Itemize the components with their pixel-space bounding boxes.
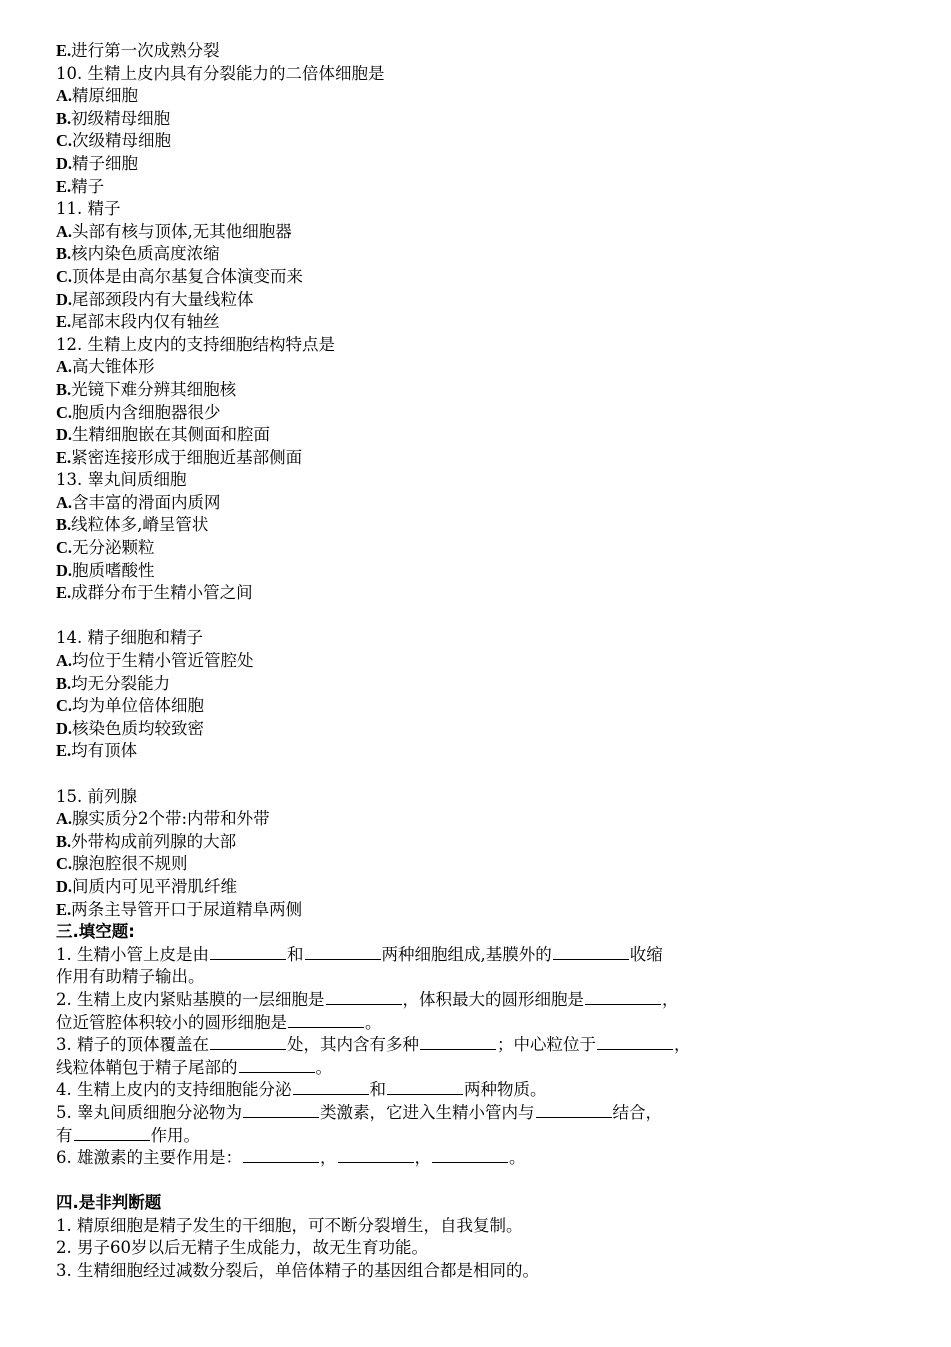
fill-section-heading: 三.填空题: (56, 922, 135, 942)
option-text: 次级精母细胞 (72, 131, 172, 151)
judge-item: 3. 生精细胞经过减数分裂后，单倍体精子的基因组合都是相同的。 (56, 1261, 539, 1281)
blank[interactable] (243, 1147, 319, 1163)
blank[interactable] (239, 1057, 315, 1073)
option-15-a[interactable] (56, 808, 916, 831)
option-15-d[interactable] (56, 876, 916, 899)
option-letter: D. (56, 289, 73, 309)
blank[interactable] (536, 1102, 612, 1118)
option-10-d[interactable] (56, 153, 916, 176)
option-14-c[interactable] (56, 695, 916, 718)
option-text: 光镜下难分辨其细胞核 (71, 379, 237, 399)
option-14-a[interactable] (56, 650, 916, 673)
blank[interactable] (305, 944, 381, 960)
fill-q3-line1: 3. 精子的顶体覆盖在 处，其内含有多种 ；中心粒位于 ， (56, 1035, 691, 1055)
option-letter: E. (56, 583, 72, 603)
option-text: 均有顶体 (71, 741, 138, 761)
option-text: 两条主导管开口于尿道精阜两侧 (71, 899, 303, 919)
option-text: 腺泡腔很不规则 (72, 854, 188, 874)
option-letter: C. (56, 131, 73, 151)
option-14-d[interactable] (56, 718, 916, 741)
option-letter: A. (56, 357, 73, 377)
option-letter: E. (56, 176, 72, 196)
option-letter: E. (56, 312, 72, 332)
option-text: 生精细胞嵌在其侧面和腔面 (72, 425, 271, 445)
question-stem-12: 12. 生精上皮内的支持细胞结构特点是 (56, 334, 335, 354)
option-letter: C. (56, 696, 73, 716)
option-letter: A. (56, 86, 73, 106)
blank[interactable] (387, 1079, 463, 1095)
blank[interactable] (432, 1147, 508, 1163)
judge-section-heading: 四.是非判断题 (56, 1193, 162, 1213)
fill-q4: 4. 生精上皮内的支持细胞能分泌 和 两种物质。 (56, 1080, 547, 1100)
option-letter: E. (56, 447, 72, 467)
fill-q1-line2: 作用有助精子输出。 (56, 967, 205, 987)
option-text: 均为单位倍体细胞 (72, 696, 205, 716)
fill-q5-line1: 5. 睾丸间质细胞分泌物为 类激素，它进入生精小管内与 结合， (56, 1102, 662, 1122)
option-11-a[interactable] (56, 221, 916, 244)
blank[interactable] (243, 1102, 319, 1118)
option-10-c[interactable] (56, 130, 916, 153)
option-letter: D. (56, 425, 73, 445)
option-text: 含丰富的滑面内质网 (72, 492, 221, 512)
option-text: 无分泌颗粒 (72, 538, 155, 558)
option-14-b[interactable] (56, 673, 916, 696)
option-letter: B. (56, 515, 72, 535)
spacer (56, 1170, 916, 1193)
fill-q5-line2: 有 作用。 (56, 1125, 200, 1145)
fill-q6: 6. 雄激素的主要作用是： ， ， 。 (56, 1148, 526, 1168)
option-13-d[interactable] (56, 560, 916, 583)
option-letter: D. (56, 560, 73, 580)
option-text: 胞质嗜酸性 (72, 560, 155, 580)
option-letter: B. (56, 673, 72, 693)
fill-q2-line2: 位近管腔体积较小的圆形细胞是 。 (56, 1012, 382, 1032)
option-11-d[interactable] (56, 289, 916, 312)
option-letter: A. (56, 221, 73, 241)
blank[interactable] (553, 944, 629, 960)
option-text: 尾部末段内仅有轴丝 (71, 312, 220, 332)
option-14-e[interactable] (56, 740, 916, 763)
option-12-e[interactable] (56, 447, 916, 470)
option-9e: E.进行第一次成熟分裂 (56, 41, 220, 60)
blank[interactable] (210, 944, 286, 960)
option-text: 初级精母细胞 (71, 108, 171, 128)
option-12-c[interactable] (56, 402, 916, 425)
mcq-list (56, 63, 916, 922)
option-11-c[interactable] (56, 266, 916, 289)
fill-q1-line1: 1. 生精小管上皮是由 和 两种细胞组成,基膜外的 收缩 (56, 944, 663, 964)
option-letter: A. (56, 492, 73, 512)
judge-item: 1. 精原细胞是精子发生的干细胞，可不断分裂增生，自我复制。 (56, 1215, 523, 1235)
blank[interactable] (420, 1034, 496, 1050)
option-letter: E. (56, 899, 72, 919)
option-11-b[interactable] (56, 243, 916, 266)
option-text: 腺实质分2个带:内带和外带 (72, 809, 270, 829)
option-letter: D. (56, 718, 73, 738)
question-stem-13: 13. 睾丸间质细胞 (56, 470, 187, 490)
option-13-a[interactable] (56, 492, 916, 515)
question-stem-14: 14. 精子细胞和精子 (56, 628, 203, 648)
option-text: 核内染色质高度浓缩 (71, 244, 220, 264)
option-text: 顶体是由高尔基复合体演变而来 (72, 266, 304, 286)
question-stem-15: 15. 前列腺 (56, 786, 137, 806)
option-12-d[interactable] (56, 424, 916, 447)
blank[interactable] (585, 989, 661, 1005)
fill-q3-line2: 线粒体鞘包于精子尾部的 。 (56, 1057, 332, 1077)
option-15-b[interactable] (56, 831, 916, 854)
option-13-e[interactable] (56, 582, 916, 605)
option-letter: B. (56, 379, 72, 399)
spacer (56, 763, 916, 786)
option-13-b[interactable] (56, 514, 916, 537)
option-text: 间质内可见平滑肌纤维 (72, 876, 238, 896)
option-12-a[interactable] (56, 356, 916, 379)
option-letter: C. (56, 402, 73, 422)
blank[interactable] (210, 1034, 286, 1050)
option-letter: A. (56, 651, 73, 671)
option-text: 胞质内含细胞器很少 (72, 402, 221, 422)
option-letter: B. (56, 831, 72, 851)
option-text: 均无分裂能力 (71, 673, 171, 693)
option-10-e[interactable] (56, 176, 916, 199)
option-text: 头部有核与顶体,无其他细胞器 (72, 221, 292, 241)
option-text: 成群分布于生精小管之间 (71, 583, 253, 603)
blank[interactable] (288, 1012, 364, 1028)
option-10-b[interactable] (56, 108, 916, 131)
option-text: 精原细胞 (72, 86, 139, 106)
question-stem-11: 11. 精子 (56, 199, 121, 219)
judge-item: 2. 男子60岁以后无精子生成能力，故无生育功能。 (56, 1238, 428, 1258)
option-letter: B. (56, 244, 72, 264)
option-letter: A. (56, 809, 73, 829)
option-text: 高大锥体形 (72, 357, 155, 377)
blank[interactable] (597, 1034, 673, 1050)
fill-q2-line1: 2. 生精上皮内紧贴基膜的一层细胞是 ，体积最大的圆形细胞是 ， (56, 989, 679, 1009)
option-letter: D. (56, 876, 73, 896)
option-15-e[interactable] (56, 899, 916, 922)
option-15-c[interactable] (56, 853, 916, 876)
option-letter: D. (56, 153, 73, 173)
blank[interactable] (326, 989, 402, 1005)
option-text: 外带构成前列腺的大部 (71, 831, 237, 851)
option-text: 均位于生精小管近管腔处 (72, 651, 254, 671)
option-text: 紧密连接形成于细胞近基部侧面 (71, 447, 303, 467)
option-letter: B. (56, 108, 72, 128)
blank[interactable] (338, 1147, 414, 1163)
question-stem-10: 10. 生精上皮内具有分裂能力的二倍体细胞是 (56, 63, 385, 83)
option-text: 精子细胞 (72, 153, 139, 173)
blank[interactable] (74, 1125, 150, 1141)
option-text: 核染色质均较致密 (72, 718, 205, 738)
option-text: 线粒体多,嵴呈管状 (71, 515, 209, 535)
blank[interactable] (293, 1079, 369, 1095)
option-10-a[interactable] (56, 85, 916, 108)
spacer (56, 605, 916, 628)
option-letter: C. (56, 854, 73, 874)
option-12-b[interactable] (56, 379, 916, 402)
document-page (56, 40, 916, 1283)
option-13-c[interactable] (56, 537, 916, 560)
option-11-e[interactable] (56, 311, 916, 334)
option-letter: E. (56, 741, 72, 761)
option-text: 尾部颈段内有大量线粒体 (72, 289, 254, 309)
option-letter: C. (56, 266, 73, 286)
option-text: 精子 (71, 176, 105, 196)
option-letter: C. (56, 538, 73, 558)
